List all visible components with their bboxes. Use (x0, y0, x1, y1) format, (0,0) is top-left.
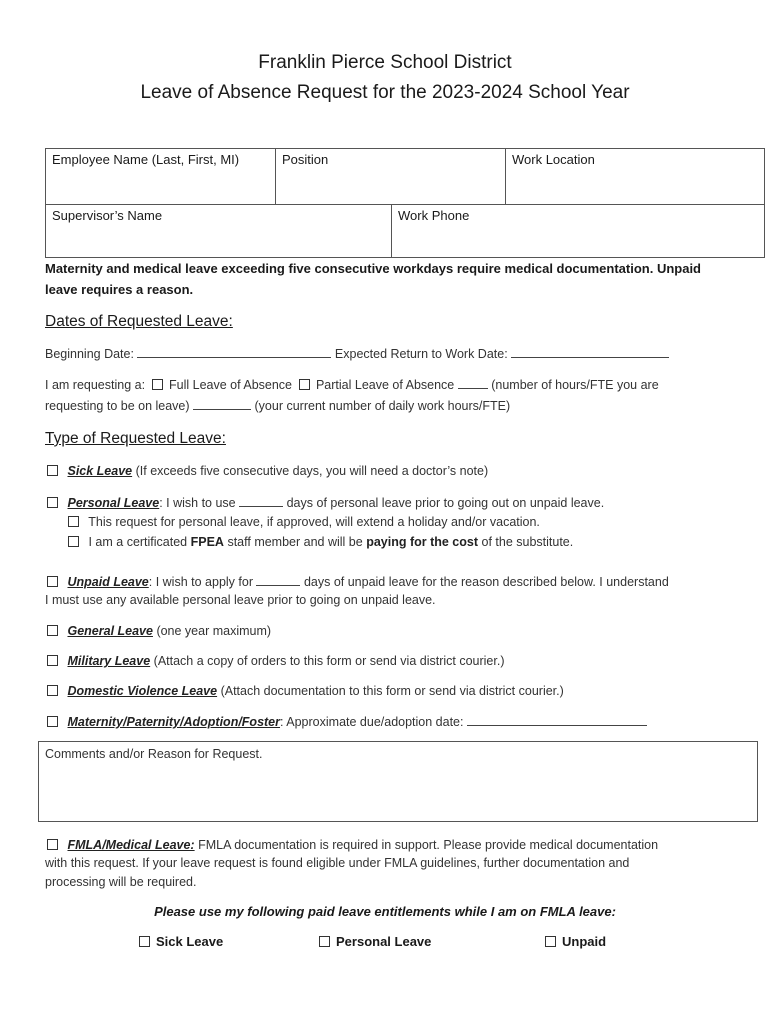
fmla-entitlements: Please use my following paid leave entitlements while I am on FMLA leave: (154, 904, 616, 919)
fpea-checkbox[interactable] (68, 536, 79, 547)
requesting-line2-b: (your current number of daily work hours/FTE) (254, 399, 511, 413)
unpaid-days-field[interactable] (256, 574, 300, 586)
personal-leave-checkbox[interactable] (47, 497, 58, 508)
maternity-checkbox[interactable] (47, 716, 58, 727)
full-leave-checkbox[interactable] (152, 379, 163, 390)
beginning-date-label: Beginning Date: (45, 347, 134, 361)
requesting-line2-a: requesting to be on leave) (45, 399, 190, 413)
partial-leave-checkbox[interactable] (299, 379, 310, 390)
full-leave-label: Full Leave of Absence (169, 378, 293, 392)
employee-name-cell[interactable] (46, 149, 276, 204)
personal-days-field[interactable] (239, 495, 283, 507)
requesting-line2 (45, 398, 510, 413)
personal-leave-label: Personal Leave (67, 496, 160, 510)
paying-cost-label: paying for the cost (366, 535, 479, 549)
employee-info-row (45, 148, 765, 205)
fmla-unpaid-checkbox[interactable] (545, 936, 556, 947)
personal-leave-text-a: : I wish to use (159, 496, 236, 510)
fmla-sick-checkbox[interactable] (139, 936, 150, 947)
fmla-checkbox[interactable] (47, 839, 58, 850)
unpaid-line2: I must use any available personal leave prior to going on unpaid leave. (45, 593, 436, 607)
fmla-line2: with this request. If your leave request is found eligible under FMLA guidelines, further documentation and (45, 856, 630, 870)
fmla-sick-option (139, 934, 223, 949)
partial-leave-label: Partial Leave of Absence (315, 378, 455, 392)
military-leave-checkbox[interactable] (47, 655, 58, 666)
fmla-option (47, 838, 658, 852)
dates-line (45, 346, 669, 361)
fmla-line1: FMLA documentation is required in support. Please provide medical documentation (198, 838, 659, 852)
work-phone-label: Work Phone (398, 208, 470, 223)
general-leave-option (47, 624, 271, 638)
sick-leave-checkbox[interactable] (47, 465, 58, 476)
extend-holiday-text: This request for personal leave, if approved, will extend a holiday and/or vacation. (88, 515, 540, 529)
requesting-line (45, 377, 659, 392)
maternity-label: Maternity/Paternity/Adoption/Foster (67, 715, 281, 729)
position-label: Position (282, 152, 329, 167)
sick-leave-label: Sick Leave (67, 464, 133, 478)
fpea-label: FPEA (190, 535, 224, 549)
partial-hours-field[interactable] (458, 377, 488, 389)
requesting-label: I am requesting a: (45, 378, 146, 392)
comments-box[interactable] (38, 741, 758, 822)
unpaid-text-a: : I wish to apply for (148, 575, 253, 589)
fmla-personal-label: Personal Leave (336, 934, 432, 949)
unpaid-leave-label: Unpaid Leave (67, 575, 149, 589)
general-leave-label: General Leave (67, 624, 153, 638)
supervisor-name-cell[interactable] (46, 205, 392, 257)
fmla-line3: processing will be required. (45, 875, 197, 889)
military-leave-text: (Attach a copy of orders to this form or send via district courier.) (153, 654, 505, 668)
extend-holiday-checkbox[interactable] (68, 516, 79, 527)
supervisor-info-row (45, 204, 765, 258)
work-location-cell[interactable] (506, 149, 764, 204)
documentation-note-line1: Maternity and medical leave exceeding five consecutive workdays require medical documentation. Unpaid (45, 261, 701, 276)
military-leave-label: Military Leave (67, 654, 151, 668)
fmla-personal-checkbox[interactable] (319, 936, 330, 947)
domestic-violence-text: (Attach documentation to this form or send via district courier.) (220, 684, 564, 698)
fpea-text-a: I am a certificated (88, 535, 188, 549)
military-leave-option (47, 654, 505, 668)
domestic-violence-label: Domestic Violence Leave (67, 684, 218, 698)
position-cell[interactable] (276, 149, 506, 204)
fpea-text-c: of the substitute. (481, 535, 574, 549)
maternity-option (47, 714, 647, 729)
personal-leave-option (47, 495, 604, 510)
fmla-unpaid-option (545, 934, 606, 949)
daily-hours-field[interactable] (193, 398, 251, 410)
expected-return-field[interactable] (511, 346, 669, 358)
expected-return-label: Expected Return to Work Date: (334, 347, 508, 361)
hours-fte-label: (number of hours/FTE you are (491, 378, 659, 392)
unpaid-leave-option (47, 574, 669, 589)
fpea-text-b: staff member and will be (227, 535, 363, 549)
personal-leave-text-b: days of personal leave prior to going out on unpaid leave. (286, 496, 605, 510)
sick-leave-option (47, 464, 488, 478)
documentation-note-line2: leave requires a reason. (45, 282, 194, 297)
work-phone-cell[interactable] (392, 205, 764, 257)
form-title: Leave of Absence Request for the 2023-2024 School Year (140, 82, 630, 103)
fmla-sick-label: Sick Leave (156, 934, 224, 949)
fmla-unpaid-label: Unpaid (562, 934, 607, 949)
maternity-text: : Approximate due/adoption date: (280, 715, 464, 729)
comments-label: Comments and/or Reason for Request. (45, 747, 263, 761)
work-location-label: Work Location (512, 152, 595, 167)
personal-sub1 (68, 515, 540, 529)
general-leave-text: (one year maximum) (156, 624, 272, 638)
unpaid-leave-checkbox[interactable] (47, 576, 58, 587)
domestic-violence-checkbox[interactable] (47, 685, 58, 696)
district-title: Franklin Pierce School District (258, 52, 512, 73)
personal-sub2 (68, 535, 573, 549)
unpaid-text-b: days of unpaid leave for the reason described below. I understand (303, 575, 669, 589)
due-date-field[interactable] (467, 714, 647, 726)
dates-heading: Dates of Requested Leave: (45, 313, 233, 330)
type-heading: Type of Requested Leave: (45, 430, 226, 447)
sick-leave-text: (If exceeds five consecutive days, you will need a doctor’s note) (135, 464, 489, 478)
supervisor-name-label: Supervisor’s Name (52, 208, 163, 223)
beginning-date-field[interactable] (137, 346, 331, 358)
general-leave-checkbox[interactable] (47, 625, 58, 636)
fmla-label: FMLA/Medical Leave: (67, 838, 195, 852)
fmla-personal-option (319, 934, 431, 949)
employee-name-label: Employee Name (Last, First, MI) (52, 152, 240, 167)
domestic-violence-option (47, 684, 564, 698)
